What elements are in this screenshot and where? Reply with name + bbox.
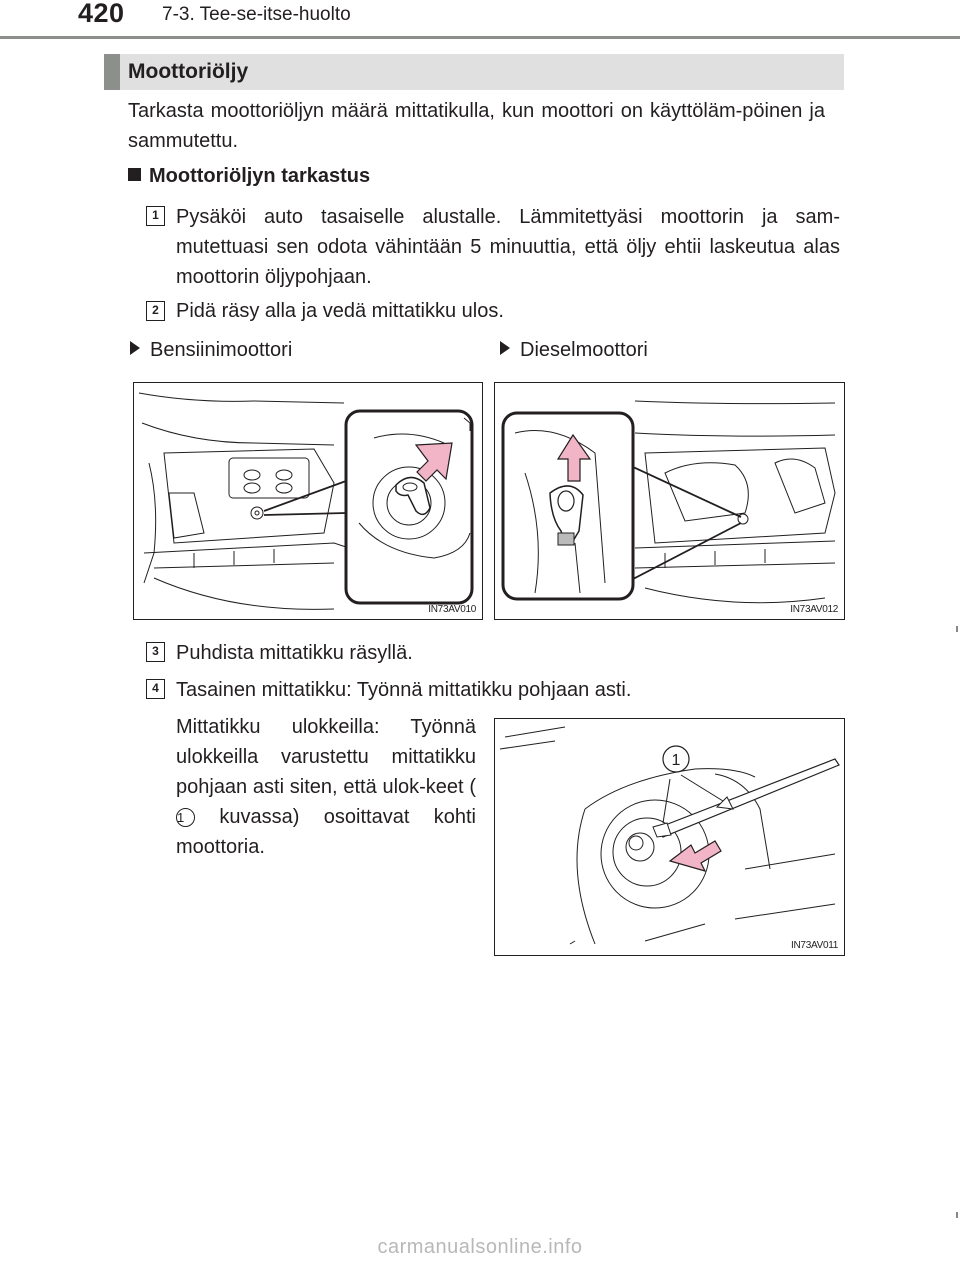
callout-circle-inline: 1 bbox=[176, 808, 195, 827]
figure-code-protrusion: IN73AV011 bbox=[791, 940, 838, 951]
figure-code-petrol: IN73AV010 bbox=[428, 604, 476, 615]
watermark: carmanualsonline.info bbox=[377, 1236, 583, 1258]
diesel-engine-illustration bbox=[495, 383, 843, 618]
step-text-3: Puhdista mittatikku räsyllä. bbox=[176, 642, 413, 664]
page-number: 420 bbox=[78, 0, 125, 28]
section-title: Moottoriöljy bbox=[128, 60, 249, 83]
diesel-engine-figure bbox=[494, 382, 845, 620]
chapter-title: 7-3. Tee-se-itse-huolto bbox=[162, 4, 351, 25]
margin-tick bbox=[956, 1212, 958, 1218]
callout-number: 1 bbox=[671, 752, 681, 769]
section-heading-box bbox=[104, 54, 844, 90]
figure-label-diesel bbox=[500, 339, 648, 362]
zoom-inset bbox=[503, 413, 633, 599]
figure-label-petrol-text: Bensiinimoottori bbox=[150, 339, 293, 361]
square-bullet-icon bbox=[128, 168, 141, 181]
figure-label-petrol bbox=[130, 339, 292, 362]
figure-label-diesel-text: Dieselmoottori bbox=[520, 339, 648, 361]
subsection-title: Moottoriöljyn tarkastus bbox=[149, 165, 371, 187]
petrol-engine-illustration bbox=[134, 383, 481, 618]
step-text-1: Pysäköi auto tasaiselle alustalle. Lämmitettyäsi moottorin ja sam-mutettuasi sen odota vähintään 5 minuuttia, että öljy ehtii laskeutua alas moottorin öljypohjaan. bbox=[176, 206, 840, 288]
step-text-2: Pidä räsy alla ja vedä mittatikku ulos. bbox=[176, 300, 504, 322]
subsection-heading bbox=[128, 165, 370, 188]
step-number-2: 2 bbox=[146, 301, 165, 321]
petrol-engine-figure bbox=[133, 382, 483, 620]
dipstick-protrusion-illustration bbox=[495, 719, 843, 954]
step-number-3: 3 bbox=[146, 642, 165, 662]
header-divider bbox=[0, 36, 960, 39]
protrusion-note-text-before: Mittatikku ulokkeilla: Työnnä ulokkeilla varustettu mittatikku pohjaan asti siten, että ulok-keet ( bbox=[176, 716, 476, 798]
step-text-4: Tasainen mittatikku: Työnnä mittatikku pohjaan asti. bbox=[176, 679, 632, 701]
intro-paragraph: Tarkasta moottoriöljyn määrä mittatikulla, kun moottori on käyttöläm-pöinen ja sammutettu. bbox=[128, 100, 825, 152]
margin-tick bbox=[956, 626, 958, 632]
step-number-4: 4 bbox=[146, 679, 165, 699]
zoom-inset bbox=[346, 411, 472, 603]
triangle-bullet-icon bbox=[130, 341, 140, 355]
step-number-1: 1 bbox=[146, 206, 165, 226]
triangle-bullet-icon bbox=[500, 341, 510, 355]
figure-code-diesel: IN73AV012 bbox=[790, 604, 838, 615]
dipstick-protrusion-figure bbox=[494, 718, 845, 956]
protrusion-note-text-after: kuvassa) osoittavat kohti moottoria. bbox=[176, 806, 476, 858]
protrusion-dipstick-note bbox=[176, 712, 476, 862]
